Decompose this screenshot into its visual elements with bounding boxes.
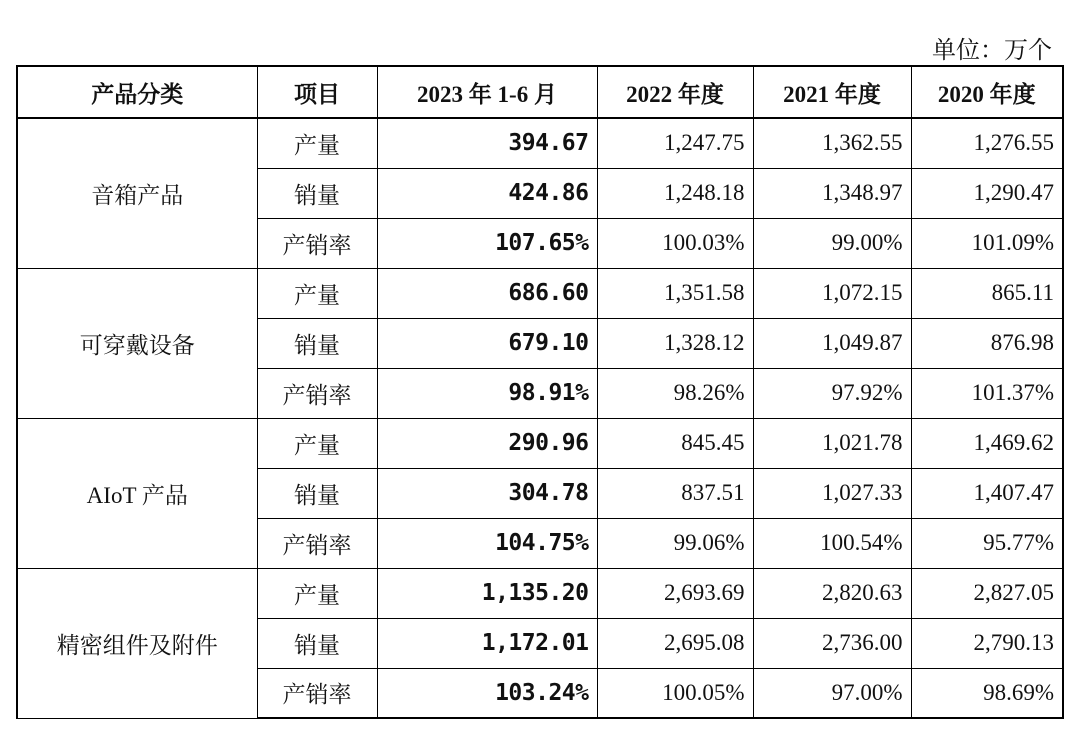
value-2021: 1,049.87 [753,318,911,368]
item-cell: 产量 [257,268,377,318]
value-2021: 2,736.00 [753,618,911,668]
value-2022: 100.05% [597,668,753,718]
item-cell: 产销率 [257,218,377,268]
value-2021: 1,021.78 [753,418,911,468]
table-row [17,418,1063,468]
value-2023h1: 103.24% [377,668,597,718]
header-category: 产品分类 [17,66,257,118]
header-item: 项目 [257,66,377,118]
value-2020: 865.11 [911,268,1063,318]
header-row [17,66,1063,118]
value-2020: 1,407.47 [911,468,1063,518]
value-2020: 2,827.05 [911,568,1063,618]
item-cell: 产销率 [257,668,377,718]
value-2021: 100.54% [753,518,911,568]
value-2023h1: 98.91% [377,368,597,418]
value-2023h1: 1,172.01 [377,618,597,668]
value-2022: 845.45 [597,418,753,468]
item-cell: 销量 [257,468,377,518]
value-2023h1: 290.96 [377,418,597,468]
table-row [17,118,1063,168]
item-cell: 销量 [257,168,377,218]
value-2021: 1,072.15 [753,268,911,318]
item-cell: 产量 [257,118,377,168]
value-2021: 1,348.97 [753,168,911,218]
value-2022: 2,695.08 [597,618,753,668]
production-sales-table [16,65,1064,719]
value-2021: 97.92% [753,368,911,418]
item-cell: 产销率 [257,368,377,418]
value-2022: 2,693.69 [597,568,753,618]
value-2022: 1,247.75 [597,118,753,168]
table-row [17,568,1063,618]
item-cell: 销量 [257,618,377,668]
value-2020: 1,276.55 [911,118,1063,168]
header-2022: 2022 年度 [597,66,753,118]
table-row [17,268,1063,318]
item-cell: 销量 [257,318,377,368]
value-2020: 1,469.62 [911,418,1063,468]
value-2022: 98.26% [597,368,753,418]
value-2023h1: 679.10 [377,318,597,368]
unit-label: 单位：万个 [932,38,1052,64]
header-2020: 2020 年度 [911,66,1063,118]
value-2021: 2,820.63 [753,568,911,618]
header-2021: 2021 年度 [753,66,911,118]
value-2020: 101.09% [911,218,1063,268]
value-2021: 97.00% [753,668,911,718]
header-2023h1: 2023 年 1-6 月 [377,66,597,118]
value-2023h1: 424.86 [377,168,597,218]
value-2020: 1,290.47 [911,168,1063,218]
category-cell: 音箱产品 [17,118,257,268]
value-2020: 98.69% [911,668,1063,718]
category-cell: AIoT 产品 [17,418,257,568]
value-2021: 1,027.33 [753,468,911,518]
value-2023h1: 104.75% [377,518,597,568]
value-2020: 101.37% [911,368,1063,418]
value-2022: 1,248.18 [597,168,753,218]
category-cell: 精密组件及附件 [17,568,257,718]
category-cell: 可穿戴设备 [17,268,257,418]
value-2023h1: 686.60 [377,268,597,318]
value-2023h1: 394.67 [377,118,597,168]
item-cell: 产销率 [257,518,377,568]
value-2022: 1,351.58 [597,268,753,318]
value-2022: 99.06% [597,518,753,568]
value-2022: 100.03% [597,218,753,268]
value-2022: 837.51 [597,468,753,518]
value-2023h1: 304.78 [377,468,597,518]
value-2023h1: 107.65% [377,218,597,268]
value-2020: 2,790.13 [911,618,1063,668]
value-2022: 1,328.12 [597,318,753,368]
value-2020: 95.77% [911,518,1063,568]
value-2023h1: 1,135.20 [377,568,597,618]
value-2021: 1,362.55 [753,118,911,168]
value-2021: 99.00% [753,218,911,268]
item-cell: 产量 [257,418,377,468]
value-2020: 876.98 [911,318,1063,368]
item-cell: 产量 [257,568,377,618]
